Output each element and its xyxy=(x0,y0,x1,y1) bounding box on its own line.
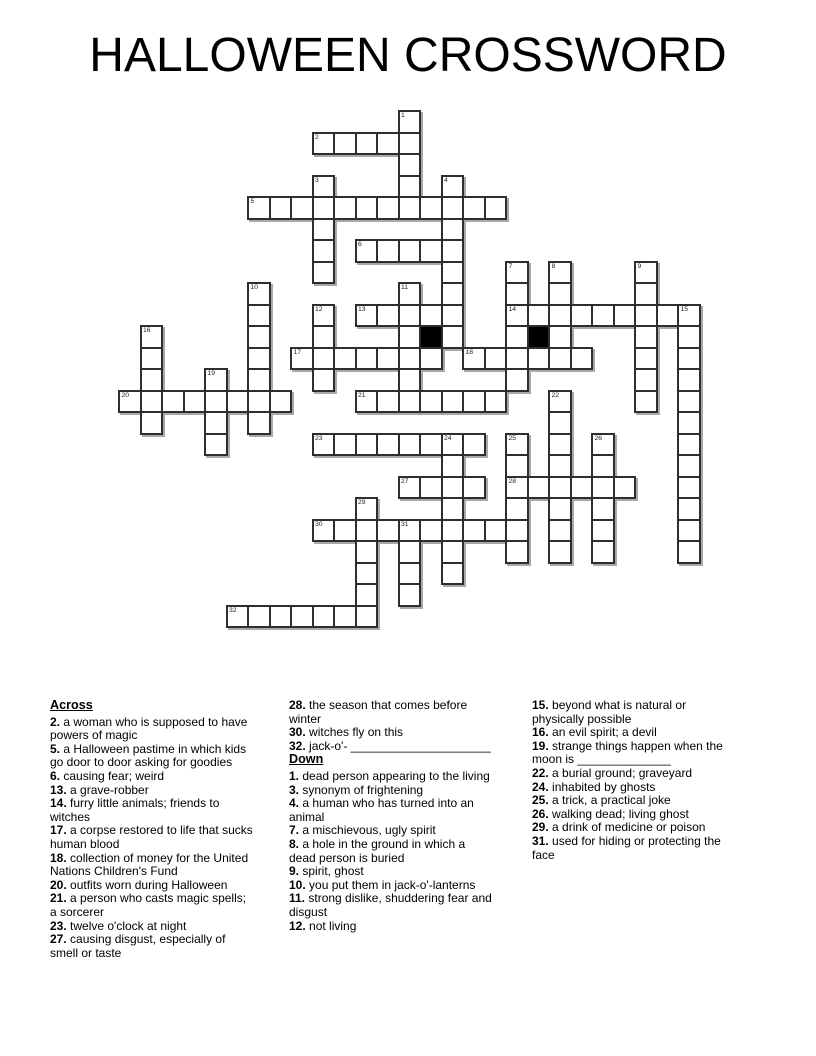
cell-number: 23 xyxy=(315,434,323,442)
cell-number: 20 xyxy=(121,391,130,399)
answer-cell[interactable] xyxy=(312,175,336,199)
clue-17: 17. a corpse restored to life that sucks human blood xyxy=(50,823,253,851)
answer-cell[interactable] xyxy=(312,132,336,156)
answer-cell[interactable] xyxy=(376,132,400,156)
answer-cell[interactable] xyxy=(204,368,228,392)
clue-10: 10. you put them in jack-o'-lanterns xyxy=(289,877,476,892)
cell-number: 28 xyxy=(508,477,517,485)
answer-cell[interactable] xyxy=(161,390,185,414)
cell-number: 26 xyxy=(594,434,603,442)
cell-number: 11 xyxy=(401,284,409,291)
answer-cell[interactable] xyxy=(441,562,465,586)
answer-cell[interactable] xyxy=(398,110,422,134)
answer-cell[interactable] xyxy=(634,282,658,306)
answer-cell[interactable] xyxy=(677,540,701,564)
answer-cell[interactable] xyxy=(333,433,357,457)
answer-cell[interactable] xyxy=(376,239,400,263)
clue-31: 31. used for hiding or protecting the face xyxy=(532,833,721,862)
answer-cell[interactable] xyxy=(484,196,508,220)
black-cell xyxy=(419,325,443,349)
answer-cell[interactable] xyxy=(441,476,465,500)
answer-cell[interactable] xyxy=(570,476,594,500)
answer-cell[interactable] xyxy=(398,562,422,586)
answer-cell[interactable] xyxy=(226,390,250,414)
answer-cell[interactable] xyxy=(634,261,658,285)
answer-cell[interactable] xyxy=(548,433,572,457)
answer-cell[interactable] xyxy=(570,304,594,328)
answer-cell[interactable] xyxy=(269,390,293,414)
answer-cell[interactable] xyxy=(204,433,228,457)
clue-21: 21. a person who casts magic spells; a sorcerer xyxy=(50,891,247,919)
answer-cell[interactable] xyxy=(548,540,572,564)
answer-cell[interactable] xyxy=(505,540,529,564)
answer-cell[interactable] xyxy=(441,540,465,564)
clue-11: 11. strong dislike, shuddering fear and disgust xyxy=(289,891,492,919)
answer-cell[interactable] xyxy=(247,390,271,414)
answer-cell[interactable] xyxy=(548,411,572,435)
answer-cell[interactable] xyxy=(677,411,701,435)
clue-32: 32. jack-o'- _____________________ xyxy=(289,738,491,753)
answer-cell[interactable] xyxy=(677,325,701,349)
answer-cell[interactable] xyxy=(462,519,486,543)
answer-cell[interactable] xyxy=(312,196,336,220)
answer-cell[interactable] xyxy=(419,519,443,543)
clue-23: 23. twelve o'clock at night xyxy=(50,918,187,933)
answer-cell[interactable] xyxy=(677,347,701,371)
answer-cell[interactable] xyxy=(247,605,271,629)
cell-number: 25 xyxy=(508,434,517,442)
answer-cell[interactable] xyxy=(634,304,658,328)
answer-cell[interactable] xyxy=(247,282,271,306)
answer-cell[interactable] xyxy=(505,497,529,521)
clue-19: 19. strange things happen when the moon is ______________ xyxy=(532,738,723,767)
crossword-grid xyxy=(118,110,701,629)
cell-number: 2 xyxy=(315,133,319,141)
answer-cell[interactable] xyxy=(312,347,336,371)
clue-8: 8. a hole in the ground in which a dead person is buried xyxy=(289,836,466,865)
answer-cell[interactable] xyxy=(634,390,658,414)
answer-cell[interactable] xyxy=(441,218,465,242)
answer-cell[interactable] xyxy=(548,325,572,349)
clue-9: 9. spirit, ghost xyxy=(289,864,364,879)
answer-cell[interactable] xyxy=(462,476,486,500)
answer-cell[interactable] xyxy=(548,261,572,285)
answer-cell[interactable] xyxy=(312,433,336,457)
answer-cell[interactable] xyxy=(419,304,443,328)
cell-number: 22 xyxy=(551,391,560,399)
clue-16: 16. an evil spirit; a devil xyxy=(532,725,657,740)
answer-cell[interactable] xyxy=(247,325,271,349)
answer-cell[interactable] xyxy=(355,519,379,543)
clue-18: 18. collection of money for the United Nations Children's Fund xyxy=(50,850,249,879)
cell-number: 15 xyxy=(680,305,689,313)
cell-number: 4 xyxy=(444,176,448,184)
answer-cell[interactable] xyxy=(591,454,615,478)
answer-cell[interactable] xyxy=(355,239,379,263)
answer-cell[interactable] xyxy=(505,476,529,500)
answer-cell[interactable] xyxy=(398,583,422,607)
clue-6: 6. causing fear; weird xyxy=(50,768,165,783)
answer-cell[interactable] xyxy=(398,519,422,543)
answer-cell[interactable] xyxy=(419,390,443,414)
answer-cell[interactable] xyxy=(398,433,422,457)
answer-cell[interactable] xyxy=(290,196,314,220)
cell-number: 6 xyxy=(358,241,362,248)
answer-cell[interactable] xyxy=(505,519,529,543)
answer-cell[interactable] xyxy=(548,497,572,521)
answer-cell[interactable] xyxy=(398,368,422,392)
answer-cell[interactable] xyxy=(656,304,680,328)
answer-cell[interactable] xyxy=(204,411,228,435)
answer-cell[interactable] xyxy=(548,476,572,500)
answer-cell[interactable] xyxy=(548,454,572,478)
cell-number: 13 xyxy=(358,305,366,313)
cell-number: 8 xyxy=(551,262,556,270)
answer-cell[interactable] xyxy=(355,583,379,607)
cell-number: 19 xyxy=(207,370,216,377)
answer-cell[interactable] xyxy=(269,605,293,629)
cell-number: 24 xyxy=(444,434,452,442)
answer-cell[interactable] xyxy=(398,390,422,414)
answer-cell[interactable] xyxy=(398,476,422,500)
cell-number: 30 xyxy=(315,520,323,528)
answer-cell[interactable] xyxy=(484,390,508,414)
answer-cell[interactable] xyxy=(441,239,465,263)
answer-cell[interactable] xyxy=(398,304,422,328)
answer-cell[interactable] xyxy=(355,196,379,220)
cell-number: 12 xyxy=(315,305,323,313)
clue-3: 3. synonym of frightening xyxy=(289,782,424,797)
answer-cell[interactable] xyxy=(505,304,529,328)
answer-cell[interactable] xyxy=(398,325,422,349)
answer-cell[interactable] xyxy=(613,304,637,328)
answer-cell[interactable] xyxy=(376,347,400,371)
answer-cell[interactable] xyxy=(355,304,379,328)
cell-number: 31 xyxy=(401,520,409,528)
answer-cell[interactable] xyxy=(376,304,400,328)
answer-cell[interactable] xyxy=(355,390,379,414)
answer-cell[interactable] xyxy=(591,519,615,543)
answer-cell[interactable] xyxy=(505,454,529,478)
answer-cell[interactable] xyxy=(548,347,572,371)
cell-number: 18 xyxy=(465,348,474,356)
answer-cell[interactable] xyxy=(677,433,701,457)
answer-cell[interactable] xyxy=(398,540,422,564)
cell-number: 21 xyxy=(358,391,366,399)
answer-cell[interactable] xyxy=(634,347,658,371)
cell-number: 9 xyxy=(637,262,642,270)
clue-30: 30. witches fly on this xyxy=(289,725,404,740)
answer-cell[interactable] xyxy=(183,390,207,414)
answer-cell[interactable] xyxy=(677,454,701,478)
clue-1: 1. dead person appearing to the living xyxy=(289,768,490,783)
answer-cell[interactable] xyxy=(677,497,701,521)
answer-cell[interactable] xyxy=(247,368,271,392)
across-header: Across xyxy=(50,698,93,712)
answer-cell[interactable] xyxy=(290,347,314,371)
answer-cell[interactable] xyxy=(505,368,529,392)
answer-cell[interactable] xyxy=(677,476,701,500)
answer-cell[interactable] xyxy=(462,347,486,371)
answer-cell[interactable] xyxy=(355,540,379,564)
answer-cell[interactable] xyxy=(505,282,529,306)
cell-number: 32 xyxy=(229,606,237,614)
answer-cell[interactable] xyxy=(312,325,336,349)
answer-cell[interactable] xyxy=(441,454,465,478)
answer-cell[interactable] xyxy=(441,282,465,306)
answer-cell[interactable] xyxy=(398,239,422,263)
answer-cell[interactable] xyxy=(333,132,357,156)
clue-25: 25. a trick, a practical joke xyxy=(532,793,671,808)
clues-column-right xyxy=(532,699,738,862)
clue-26: 26. walking dead; living ghost xyxy=(532,806,689,821)
cell-number: 7 xyxy=(508,262,513,270)
clue-24: 24. inhabited by ghosts xyxy=(532,779,656,794)
answer-cell[interactable] xyxy=(677,304,701,328)
answer-cell[interactable] xyxy=(376,519,400,543)
answer-cell[interactable] xyxy=(462,196,486,220)
answer-cell[interactable] xyxy=(419,433,443,457)
answer-cell[interactable] xyxy=(312,304,336,328)
answer-cell[interactable] xyxy=(140,411,164,435)
cell-number: 14 xyxy=(508,305,517,313)
answer-cell[interactable] xyxy=(441,325,465,349)
answer-cell[interactable] xyxy=(505,347,529,371)
answer-cell[interactable] xyxy=(548,519,572,543)
answer-cell[interactable] xyxy=(140,347,164,371)
answer-cell[interactable] xyxy=(527,476,551,500)
answer-cell[interactable] xyxy=(484,519,508,543)
cell-number: 29 xyxy=(358,499,366,506)
answer-cell[interactable] xyxy=(527,347,551,371)
answer-cell[interactable] xyxy=(226,605,250,629)
clue-27: 27. causing disgust, especially of smell or taste xyxy=(50,932,226,960)
answer-cell[interactable] xyxy=(312,605,336,629)
answer-cell[interactable] xyxy=(677,519,701,543)
answer-cell[interactable] xyxy=(333,196,357,220)
answer-cell[interactable] xyxy=(462,433,486,457)
clue-29: 29. a drink of medicine or poison xyxy=(532,820,706,835)
answer-cell[interactable] xyxy=(247,411,271,435)
clue-28: 28. the season that comes before winter xyxy=(289,698,468,726)
answer-cell[interactable] xyxy=(591,433,615,457)
answer-cell[interactable] xyxy=(118,390,142,414)
answer-cell[interactable] xyxy=(441,519,465,543)
answer-cell[interactable] xyxy=(269,196,293,220)
answer-cell[interactable] xyxy=(419,476,443,500)
clues-column-left xyxy=(50,699,256,960)
answer-cell[interactable] xyxy=(290,605,314,629)
answer-cell[interactable] xyxy=(398,282,422,306)
clue-5: 5. a Halloween pastime in which kids go door to door asking for goodies xyxy=(50,741,247,770)
clue-2: 2. a woman who is supposed to have powers of magic xyxy=(50,714,248,743)
answer-cell[interactable] xyxy=(677,390,701,414)
answer-cell[interactable] xyxy=(548,304,572,328)
answer-cell[interactable] xyxy=(355,562,379,586)
answer-cell[interactable] xyxy=(591,497,615,521)
answer-cell[interactable] xyxy=(441,261,465,285)
answer-cell[interactable] xyxy=(312,239,336,263)
answer-cell[interactable] xyxy=(355,605,379,629)
answer-cell[interactable] xyxy=(312,218,336,242)
answer-cell[interactable] xyxy=(312,519,336,543)
answer-cell[interactable] xyxy=(333,347,357,371)
answer-cell[interactable] xyxy=(376,390,400,414)
answer-cell[interactable] xyxy=(398,196,422,220)
down-header: Down xyxy=(289,752,324,767)
answer-cell[interactable] xyxy=(505,433,529,457)
answer-cell[interactable] xyxy=(441,196,465,220)
cell-number: 5 xyxy=(250,198,255,205)
answer-cell[interactable] xyxy=(140,390,164,414)
answer-cell[interactable] xyxy=(398,175,422,199)
answer-cell[interactable] xyxy=(634,325,658,349)
answer-cell[interactable] xyxy=(591,304,615,328)
answer-cell[interactable] xyxy=(312,261,336,285)
answer-cell[interactable] xyxy=(398,132,422,156)
answer-cell[interactable] xyxy=(441,304,465,328)
cell-number: 27 xyxy=(401,477,409,485)
answer-cell[interactable] xyxy=(247,304,271,328)
answer-cell[interactable] xyxy=(333,605,357,629)
answer-cell[interactable] xyxy=(376,196,400,220)
answer-cell[interactable] xyxy=(677,368,701,392)
answer-cell[interactable] xyxy=(398,153,422,177)
answer-cell[interactable] xyxy=(548,282,572,306)
clues-column-middle xyxy=(289,699,495,933)
answer-cell[interactable] xyxy=(570,347,594,371)
answer-cell[interactable] xyxy=(462,390,486,414)
answer-cell[interactable] xyxy=(441,390,465,414)
answer-cell[interactable] xyxy=(634,368,658,392)
clue-7: 7. a mischievous, ugly spirit xyxy=(289,823,436,838)
clue-20: 20. outfits worn during Halloween xyxy=(50,877,228,892)
answer-cell[interactable] xyxy=(548,390,572,414)
answer-cell[interactable] xyxy=(247,347,271,371)
answer-cell[interactable] xyxy=(204,390,228,414)
clue-4: 4. a human who has turned into an animal xyxy=(289,796,474,824)
answer-cell[interactable] xyxy=(441,433,465,457)
answer-cell[interactable] xyxy=(419,196,443,220)
clue-12: 12. not living xyxy=(289,918,357,933)
answer-cell[interactable] xyxy=(484,347,508,371)
answer-cell[interactable] xyxy=(527,304,551,328)
answer-cell[interactable] xyxy=(505,325,529,349)
answer-cell[interactable] xyxy=(355,132,379,156)
answer-cell[interactable] xyxy=(591,476,615,500)
cell-number: 10 xyxy=(250,284,259,291)
clue-13: 13. a grave-robber xyxy=(50,782,149,797)
answer-cell[interactable] xyxy=(312,368,336,392)
answer-cell[interactable] xyxy=(591,540,615,564)
answer-cell[interactable] xyxy=(398,347,422,371)
answer-cell[interactable] xyxy=(333,519,357,543)
clue-14: 14. furry little animals; friends to witches xyxy=(50,796,220,824)
answer-cell[interactable] xyxy=(355,433,379,457)
answer-cell[interactable] xyxy=(419,239,443,263)
cell-number: 3 xyxy=(315,176,319,184)
answer-cell[interactable] xyxy=(247,196,271,220)
cell-number: 17 xyxy=(293,348,302,356)
answer-cell[interactable] xyxy=(441,497,465,521)
answer-cell[interactable] xyxy=(613,476,637,500)
page-title: HALLOWEEN CROSSWORD xyxy=(89,29,727,82)
answer-cell[interactable] xyxy=(441,175,465,199)
black-cell xyxy=(527,325,551,349)
answer-cell[interactable] xyxy=(355,497,379,521)
answer-cell[interactable] xyxy=(140,368,164,392)
answer-cell[interactable] xyxy=(419,347,443,371)
cell-number: 16 xyxy=(143,327,151,334)
answer-cell[interactable] xyxy=(376,433,400,457)
answer-cell[interactable] xyxy=(355,347,379,371)
answer-cell[interactable] xyxy=(140,325,164,349)
answer-cell[interactable] xyxy=(505,261,529,285)
cell-number: 1 xyxy=(401,112,405,119)
clue-22: 22. a burial ground; graveyard xyxy=(532,765,693,780)
clue-15: 15. beyond what is natural or physically possible xyxy=(532,698,687,726)
